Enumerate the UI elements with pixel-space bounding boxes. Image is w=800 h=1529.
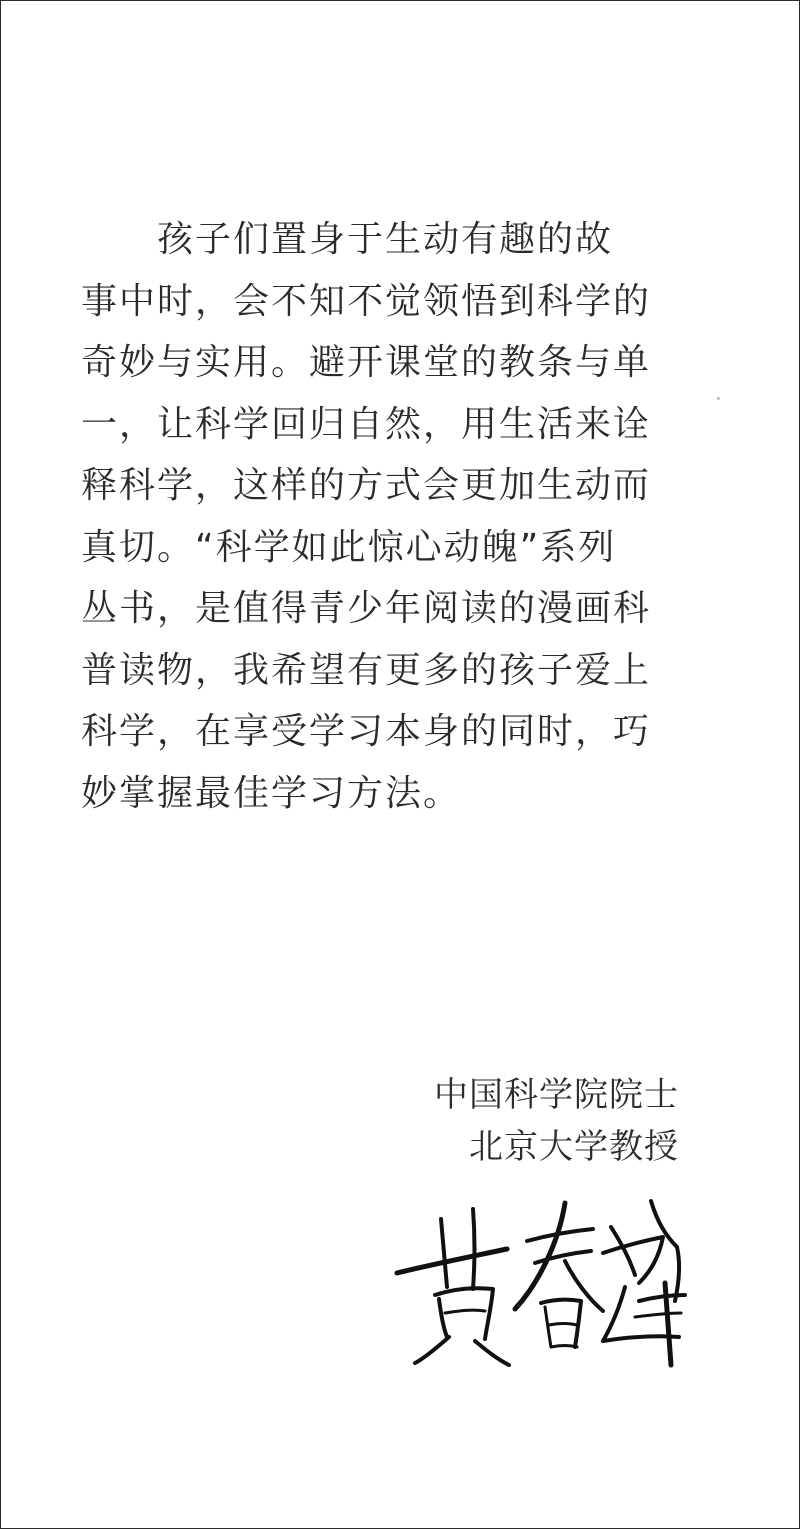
- handwritten-signature: [389, 1191, 699, 1371]
- body-line-7: 丛书，是值得青少年阅读的漫画科: [81, 588, 652, 629]
- author-title-professor: 北京大学教授: [469, 1127, 679, 1167]
- author-title-academician: 中国科学院院士: [434, 1075, 679, 1115]
- body-paragraph: [81, 209, 681, 824]
- paper-speck: [717, 397, 720, 400]
- body-line-4: 一，让科学回归自然，用生活来诠: [81, 403, 652, 445]
- body-line-1: 孩子们置身于生动有趣的故: [157, 219, 614, 260]
- body-line-5: 释科学，这样的方式会更加生动而: [81, 465, 652, 506]
- body-line-9: 科学，在享受学习本身的同时，巧: [81, 711, 652, 752]
- body-line-2: 事中时，会不知不觉领悟到科学的: [81, 280, 652, 322]
- body-line-8: 普读物，我希望有更多的孩子爱上: [81, 649, 652, 691]
- body-line-3: 奇妙与实用。避开课堂的教条与单: [81, 342, 652, 383]
- author-credentials: [434, 1069, 679, 1173]
- body-line-6: 真切。“科学如此惊心动魄”系列: [81, 526, 617, 568]
- body-line-10: 妙掌握最佳学习方法。: [81, 772, 462, 814]
